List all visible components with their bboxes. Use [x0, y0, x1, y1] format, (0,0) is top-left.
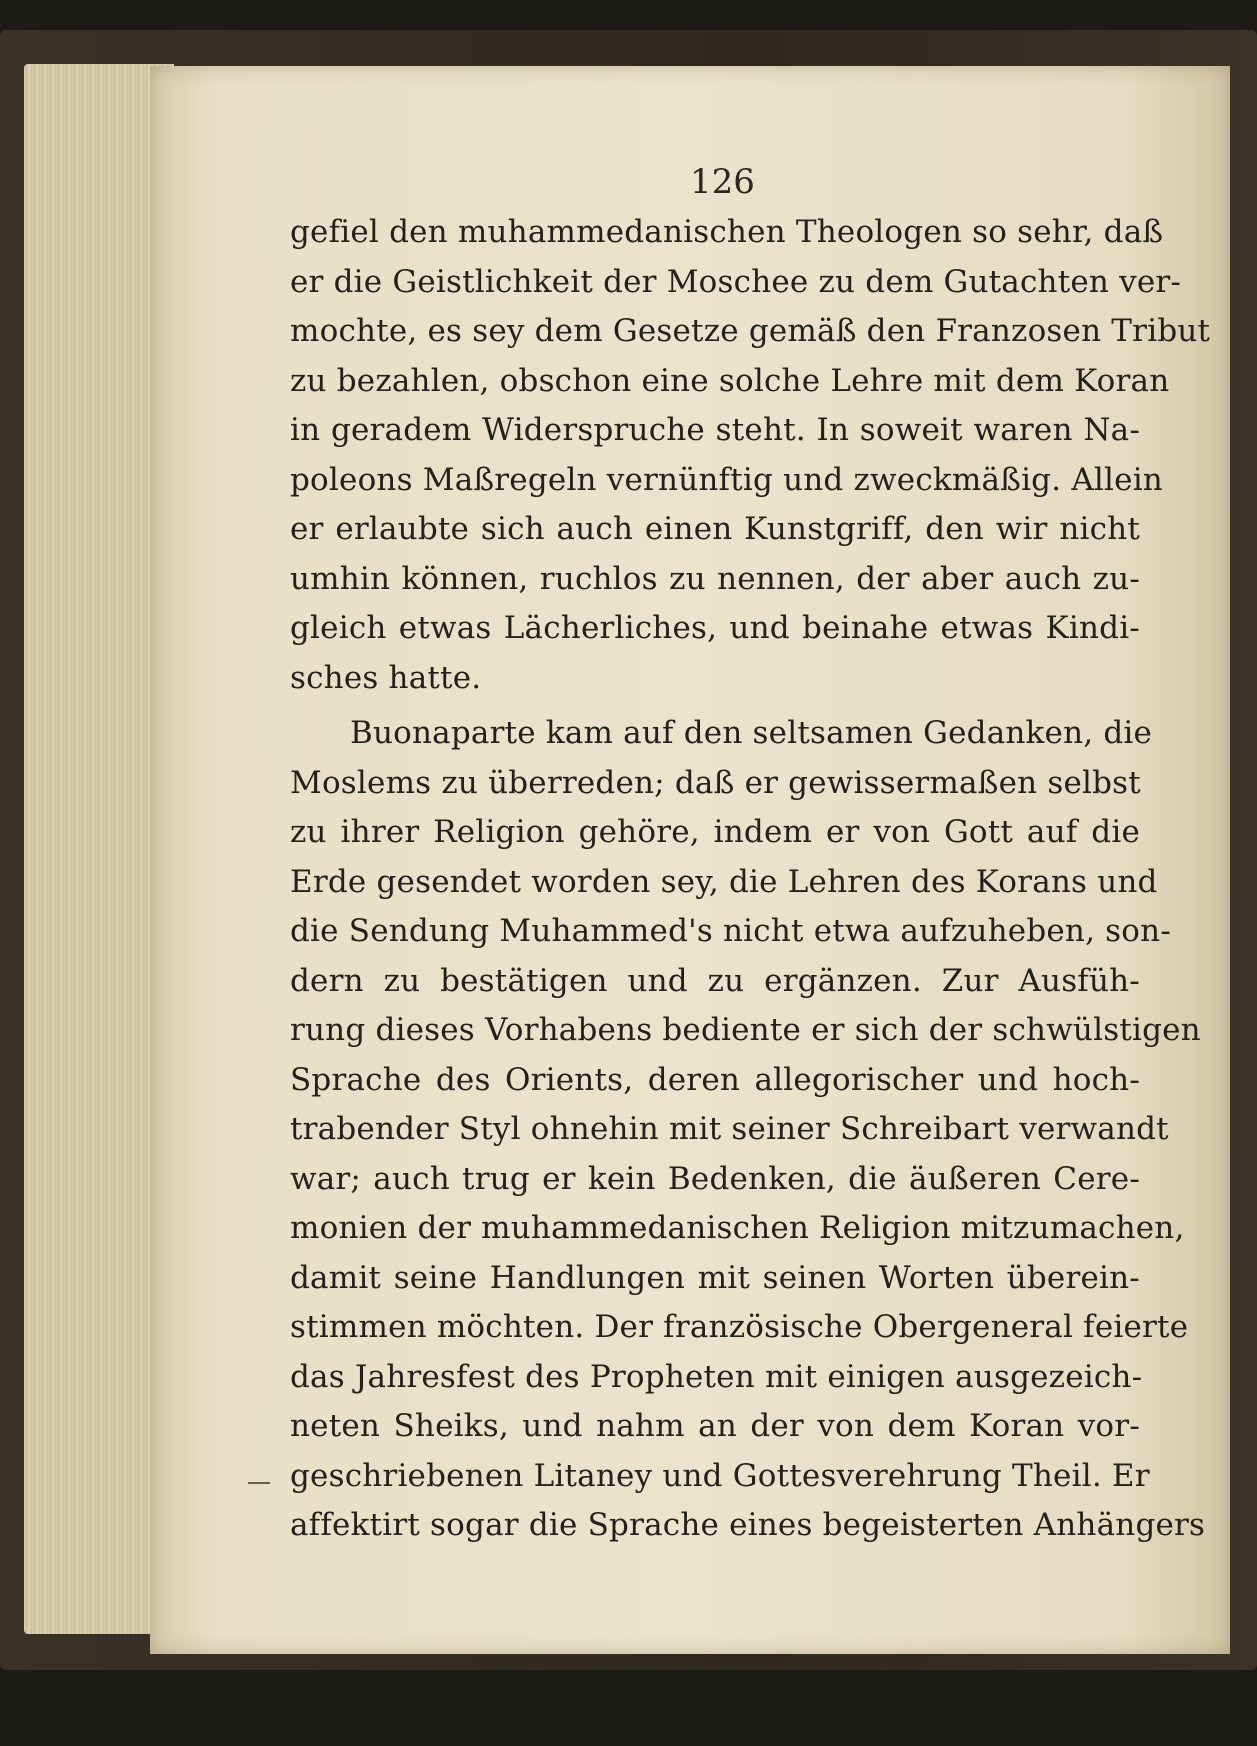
text-line: sches hatte.	[290, 659, 482, 696]
text-line: er die Geistlichkeit der Moschee zu dem Gutachten ver-	[290, 263, 1182, 300]
text-line: gleich etwas Lächerliches, und beinahe etwas Kindi-	[290, 610, 1140, 646]
paragraph-1	[290, 208, 1211, 703]
text-line: rung dieses Vorhabens bediente er sich der schwülstigen	[290, 1012, 1201, 1048]
text-line: affektirt sogar die Sprache eines begeisterten Anhängers	[290, 1507, 1206, 1543]
paragraph-2	[290, 709, 1206, 1551]
text-line: stimmen möchten. Der französische Obergeneral feierte	[290, 1309, 1189, 1345]
text-line: trabender Styl ohnehin mit seiner Schreibart verwandt	[290, 1111, 1169, 1147]
text-line: gefiel den muhammedanischen Theologen so sehr, daß	[290, 214, 1164, 250]
text-line: poleons Maßregeln vernünftig und zweckmäßig. Allein	[290, 461, 1163, 498]
text-line: geschriebenen Litaney und Gottesverehrung Theil. Er	[290, 1457, 1150, 1494]
text-line: zu ihrer Religion gehöre, indem er von Gott auf die	[290, 814, 1140, 850]
text-line: war; auch trug er kein Bedenken, die äußeren Cere-	[290, 1160, 1140, 1197]
text-line: mochte, es sey dem Gesetze gemäß den Franzosen Tribut	[290, 313, 1211, 349]
ink-mark	[248, 1482, 270, 1484]
text-line: Moslems zu überreden; daß er gewissermaßen selbst	[290, 764, 1141, 801]
text-line: monien der muhammedanischen Religion mitzumachen,	[290, 1210, 1185, 1246]
text-line: er erlaubte sich auch einen Kunstgriff, den wir nicht	[290, 511, 1140, 547]
text-line: Erde gesendet worden sey, die Lehren des Korans und	[290, 863, 1158, 900]
text-line: neten Sheiks, und nahm an der von dem Koran vor-	[290, 1408, 1140, 1444]
text-line: die Sendung Muhammed's nicht etwa aufzuheben, son-	[290, 913, 1171, 949]
text-line: dern zu bestätigen und zu ergänzen. Zur Ausfüh-	[290, 962, 1140, 999]
text-line: das Jahresfest des Propheten mit einigen ausgezeich-	[290, 1358, 1143, 1395]
text-line: damit seine Handlungen mit seinen Worten überein-	[290, 1259, 1140, 1296]
text-line: umhin können, ruchlos zu nennen, der aber auch zu-	[290, 560, 1140, 597]
text-line: Buonaparte kam auf den seltsamen Gedanken, die	[350, 715, 1153, 751]
text-line: in geradem Widerspruche steht. In soweit waren Na-	[290, 412, 1140, 448]
page-number: 126	[690, 162, 755, 202]
page-text	[290, 208, 1211, 1551]
text-line: Sprache des Orients, deren allegorischer und hoch-	[290, 1061, 1140, 1098]
text-line: zu bezahlen, obschon eine solche Lehre mit dem Koran	[290, 362, 1170, 399]
